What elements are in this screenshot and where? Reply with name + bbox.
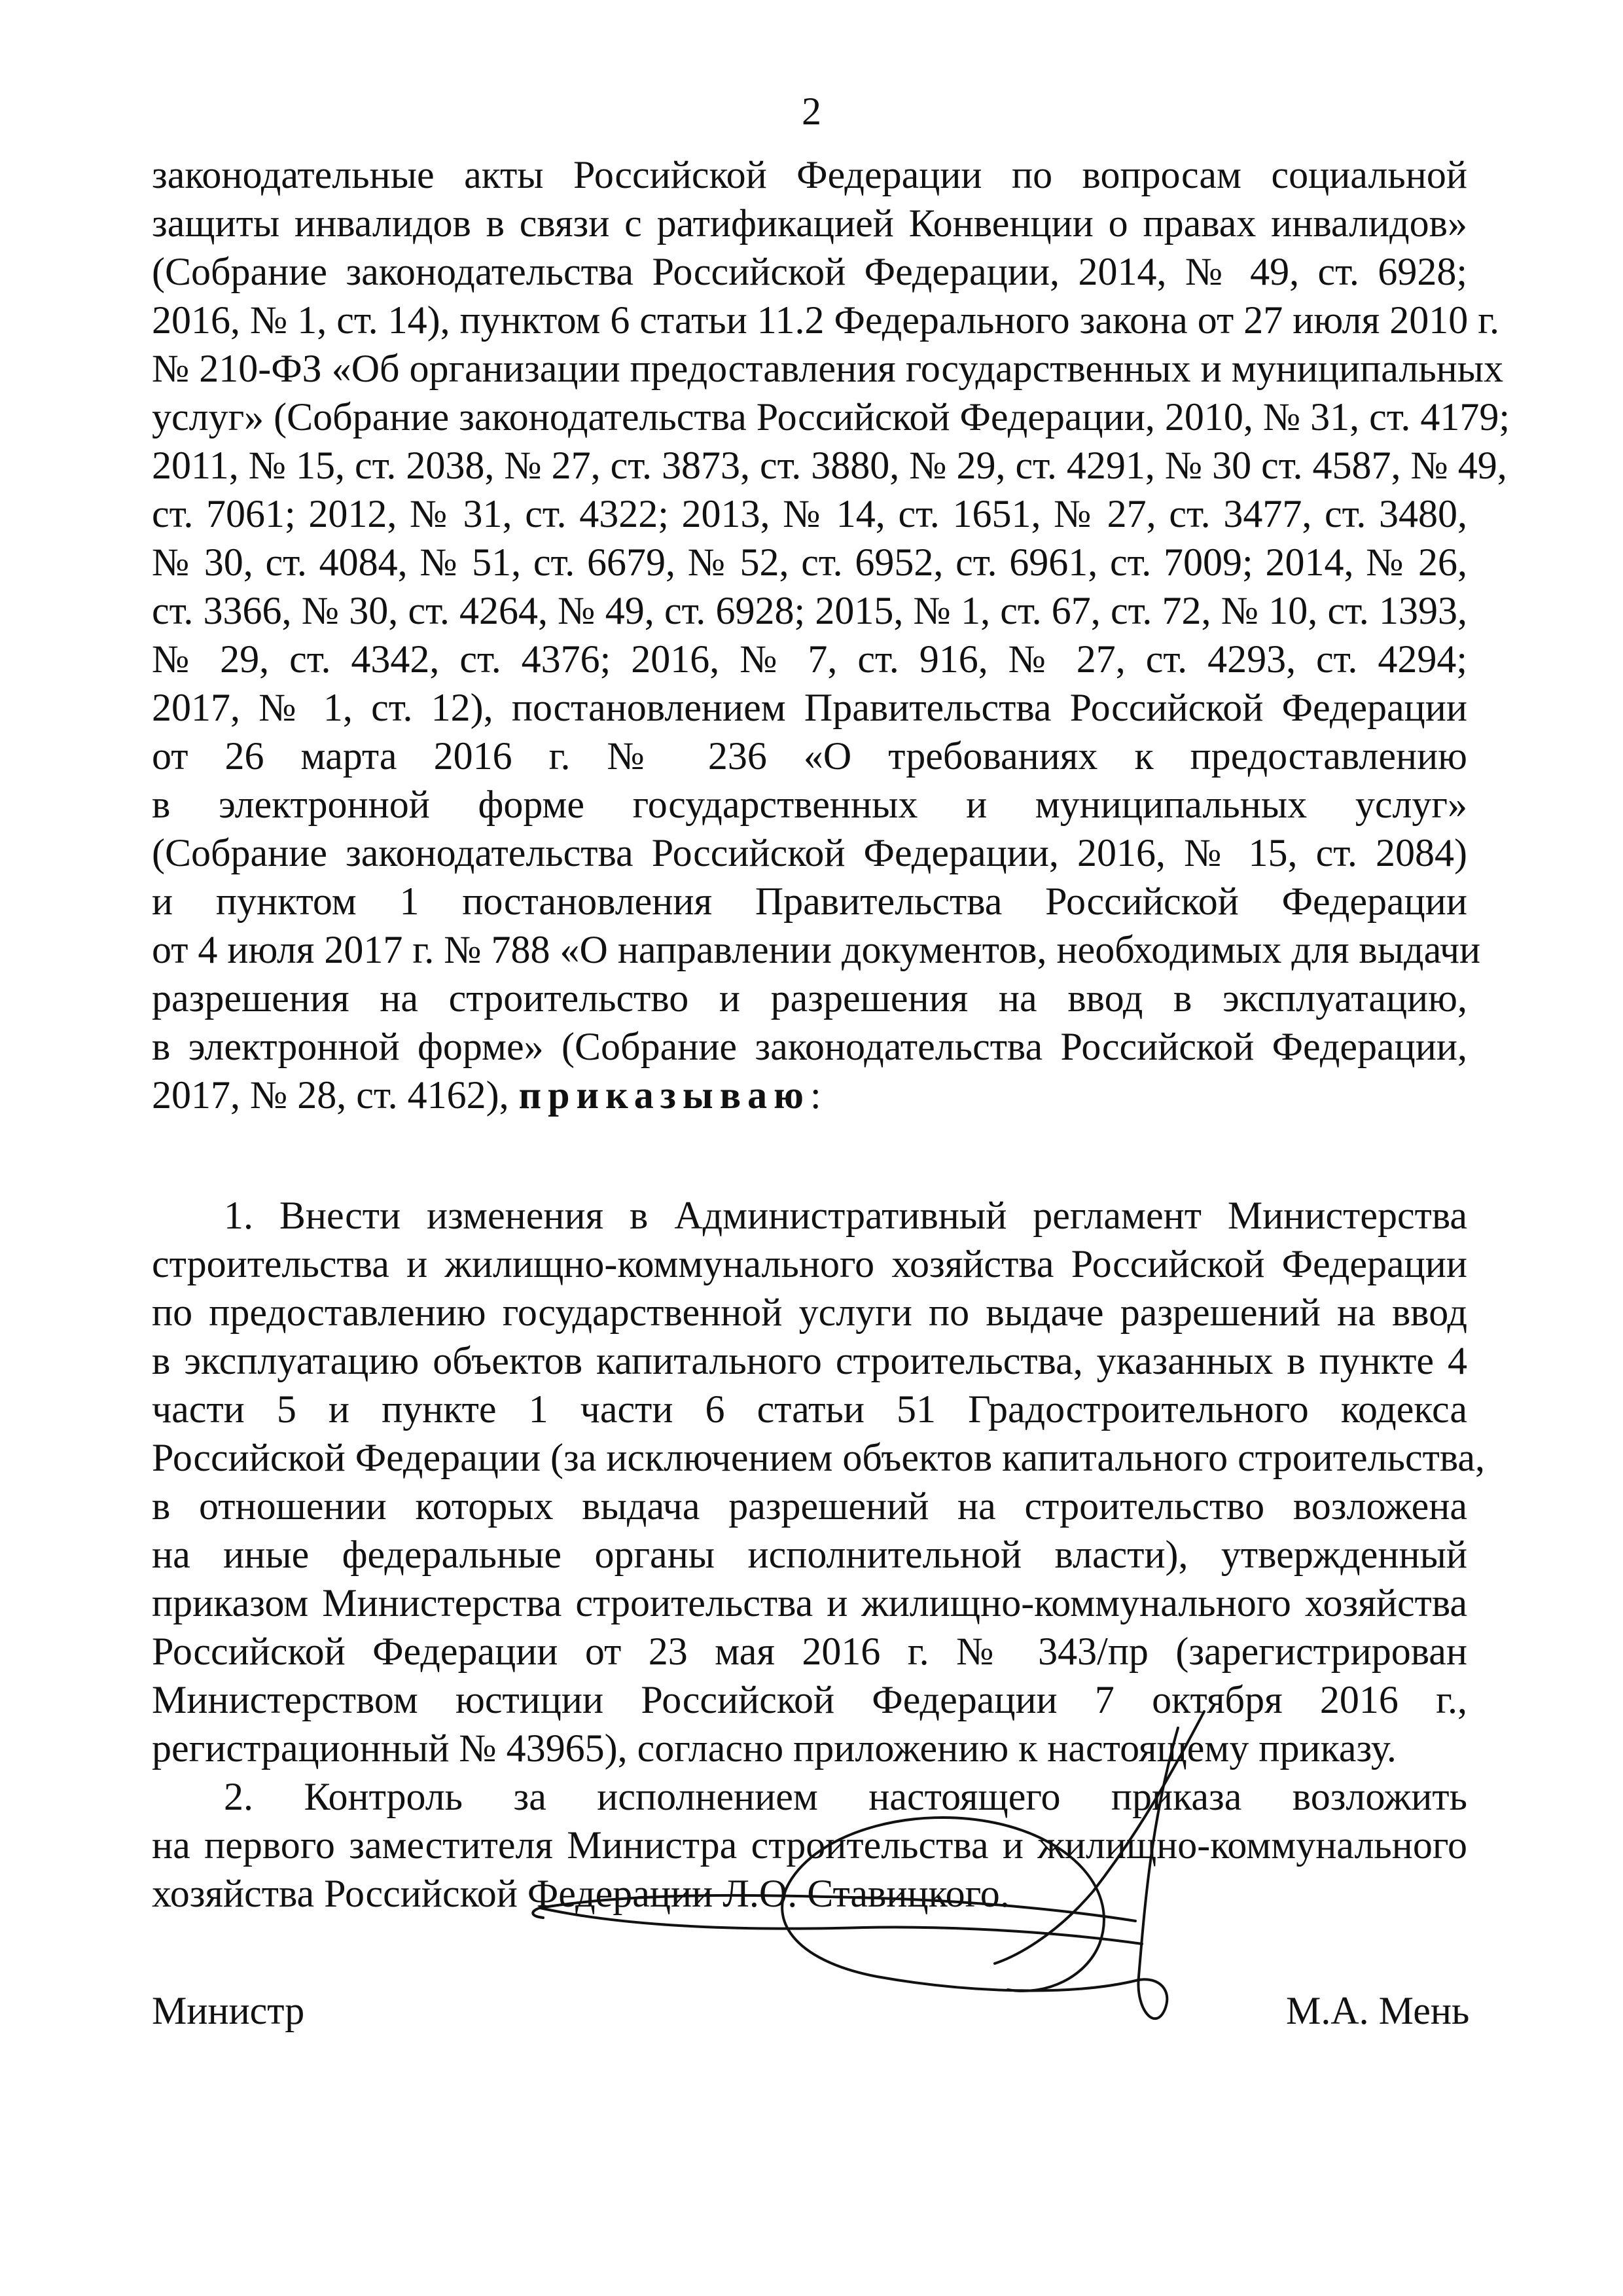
text-line-final [152, 1071, 1467, 1119]
text-line: строительства и жилищно-коммунального хозяйства Российской Федерации [152, 1242, 1467, 1285]
text-line: Российской Федерации от 23 мая 2016 г. № 343/пр (зарегистрирован [152, 1630, 1467, 1673]
text-line: и пунктом 1 постановления Правительства Российской Федерации [152, 880, 1467, 923]
text-line: № 30, ст. 4084, № 51, ст. 6679, № 52, ст. 6952, ст. 6961, ст. 7009; 2014, № 26, [152, 541, 1467, 584]
text-line: разрешения на строительство и разрешения на ввод в эксплуатацию, [152, 977, 1467, 1020]
handwritten-signature [510, 1702, 1263, 2042]
signer-name: М.А. Мень [1286, 1989, 1470, 2032]
text-line: законодательные акты Российской Федерации по вопросам социальной [152, 153, 1467, 196]
text-fragment: : [810, 1073, 821, 1117]
text-line: регистрационный № 43965), согласно приложению к настоящему приказу. [152, 1727, 1397, 1770]
text-line: в эксплуатацию объектов капитального строительства, указанных в пункте 4 [152, 1339, 1467, 1382]
order-keyword: приказываю [518, 1073, 810, 1117]
text-line: в электронной форме государственных и муниципальных услуг» [152, 783, 1467, 826]
text-fragment: 2017, № 28, ст. 4162), [152, 1073, 519, 1117]
signer-position: Министр [152, 1989, 305, 2032]
text-line: услуг» (Собрание законодательства Российской Федерации, 2010, № 31, ст. 4179; [152, 395, 1510, 439]
text-line: Российской Федерации (за исключением объектов капитального строительства, [152, 1436, 1485, 1479]
text-line: (Собрание законодательства Российской Федерации, 2014, № 49, ст. 6928; [152, 250, 1467, 293]
text-line: ст. 7061; 2012, № 31, ст. 4322; 2013, № 14, ст. 1651, № 27, ст. 3477, ст. 3480, [152, 492, 1467, 535]
text-line: в электронной форме» (Собрание законодательства Российской Федерации, [152, 1025, 1467, 1068]
text-line: на первого заместителя Министра строительства и жилищно-коммунального [152, 1823, 1467, 1867]
text-line: 2017, № 1, ст. 12), постановлением Правительства Российской Федерации [152, 686, 1467, 729]
text-line: № 29, ст. 4342, ст. 4376; 2016, № 7, ст. 916, № 27, ст. 4293, ст. 4294; [152, 637, 1467, 681]
page-number: 2 [802, 90, 821, 133]
text-line: хозяйства Российской Федерации Л.О. Ставицкого. [152, 1872, 1010, 1915]
text-line: части 5 и пункте 1 части 6 статьи 51 Градостроительного кодекса [152, 1388, 1467, 1431]
text-line: 2. Контроль за исполнением настоящего приказа возложить [224, 1775, 1467, 1818]
text-line: 2011, № 15, ст. 2038, № 27, ст. 3873, ст. 3880, № 29, ст. 4291, № 30 ст. 4587, № 49, [152, 444, 1507, 487]
text-line: (Собрание законодательства Российской Федерации, 2016, № 15, ст. 2084) [152, 831, 1467, 874]
text-line: на иные федеральные органы исполнительной власти), утвержденный [152, 1533, 1467, 1576]
text-line: 1. Внести изменения в Административный регламент Министерства [224, 1194, 1467, 1237]
text-line: № 210-ФЗ «Об организации предоставления государственных и муниципальных [152, 347, 1504, 390]
text-line: приказом Министерства строительства и жилищно-коммунального хозяйства [152, 1581, 1467, 1624]
text-line: по предоставлению государственной услуги по выдаче разрешений на ввод [152, 1291, 1467, 1334]
text-line: защиты инвалидов в связи с ратификацией Конвенции о правах инвалидов» [152, 202, 1467, 245]
text-line: ст. 3366, № 30, ст. 4264, № 49, ст. 6928; 2015, № 1, ст. 67, ст. 72, № 10, ст. 1393, [152, 589, 1467, 632]
text-line: от 26 марта 2016 г. № 236 «О требованиях к предоставлению [152, 734, 1467, 778]
text-line: Министерством юстиции Российской Федерации 7 октября 2016 г., [152, 1678, 1467, 1721]
text-line: в отношении которых выдача разрешений на строительство возложена [152, 1484, 1467, 1528]
text-line: от 4 июля 2017 г. № 788 «О направлении документов, необходимых для выдачи [152, 928, 1481, 971]
text-line: 2016, № 1, ст. 14), пунктом 6 статьи 11.2 Федерального закона от 27 июля 2010 г. [152, 298, 1500, 342]
